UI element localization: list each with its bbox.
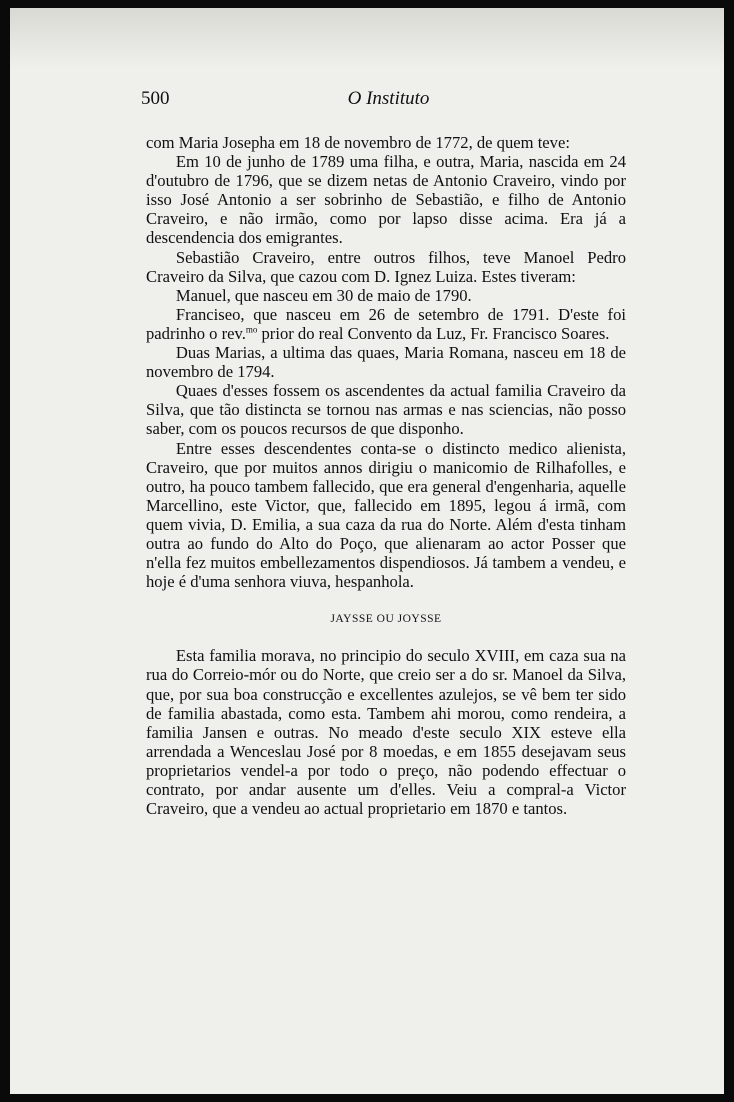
book-page	[10, 8, 724, 1094]
superscript: mo	[245, 324, 258, 335]
paragraph: Esta familia morava, no principio do seculo XVIII, em caza sua na rua do Correio-mór ou do Norte, que creio ser a do sr. Manoel da Silva, que, por sua boa construcção e excellentes azulejos, se vê bem ter sido de familia abastada, como esta. Tambem ahi morou, como rendeira, a familia Jansen e outras. No meado d'este seculo XIX esteve ella arrendada a Wenceslau José por 8 moedas, e em 1855 desejavam seus proprietarios vendel-a por todo o preço, não podendo effectuar o contrato, por andar ausente um d'elles. Veiu a compral-a Victor Craveiro, que a vendeu ao actual proprietario em 1870 e tantos.	[146, 646, 626, 819]
paragraph: Manuel, que nasceu em 30 de maio de 1790.	[175, 285, 472, 305]
paragraph: Sebastião Craveiro, entre outros filhos, teve Manoel Pedro Craveiro da Silva, que cazou com D. Ignez Luiza. Estes tiveram:	[146, 247, 626, 286]
paragraph: Em 10 de junho de 1789 uma filha, e outra, Maria, nascida em 24 d'outubro de 1796, que se dizem netas de Antonio Craveiro, vindo por isso José Antonio a ser sobrinho de Sebastião, e filho de Antonio Craveiro, e não irmão, como por lapso disse acima. Era já a descendencia dos emigrantes.	[146, 152, 626, 248]
paragraph: Quaes d'esses fossem os ascendentes da actual familia Craveiro da Silva, que tão distincta se tornou nas armas e nas sciencias, não posso saber, com os poucos recursos de que disponho.	[146, 381, 626, 439]
page-header	[141, 88, 636, 114]
paragraph: Duas Marias, a ultima das quaes, Maria Romana, nasceu em 18 de novembro de 1794.	[146, 343, 626, 382]
paragraph	[146, 305, 626, 343]
paragraph: Entre esses descendentes conta-se o distincto medico alienista, Craveiro, que por muitos annos dirigiu o manicomio de Rilhafolles, e outro, ha pouco tambem fallecido, que era general d'engenharia, aquelle Marcellino, este Victor, que, fallecido em 1895, legou á irmã, com quem vivia, D. Emilia, a sua caza da rua do Norte. Além d'esta tinham outra ao fundo do Alto do Poço, que alienaram ao actor Posser que n'ella fez muitos embellezamentos dispendiosos. Já tambem a vendeu, e hoje é d'uma senhora viuva, hespanhola.	[146, 438, 626, 592]
body-text	[146, 133, 626, 818]
paragraph-text: prior do real Convento da Luz, Fr. Francisco Soares.	[257, 323, 610, 343]
page-number: 500	[141, 88, 170, 109]
paragraph-text: Franciseo, que nasceu em 26 de setembro de 1791. D'este foi padrinho o rev.	[146, 304, 626, 343]
paragraph: com Maria Josepha em 18 de novembro de 1772, de quem teve:	[146, 133, 570, 152]
running-title: O Instituto	[347, 88, 430, 109]
section-title: JAYSSE OU JOYSSE	[330, 613, 442, 626]
